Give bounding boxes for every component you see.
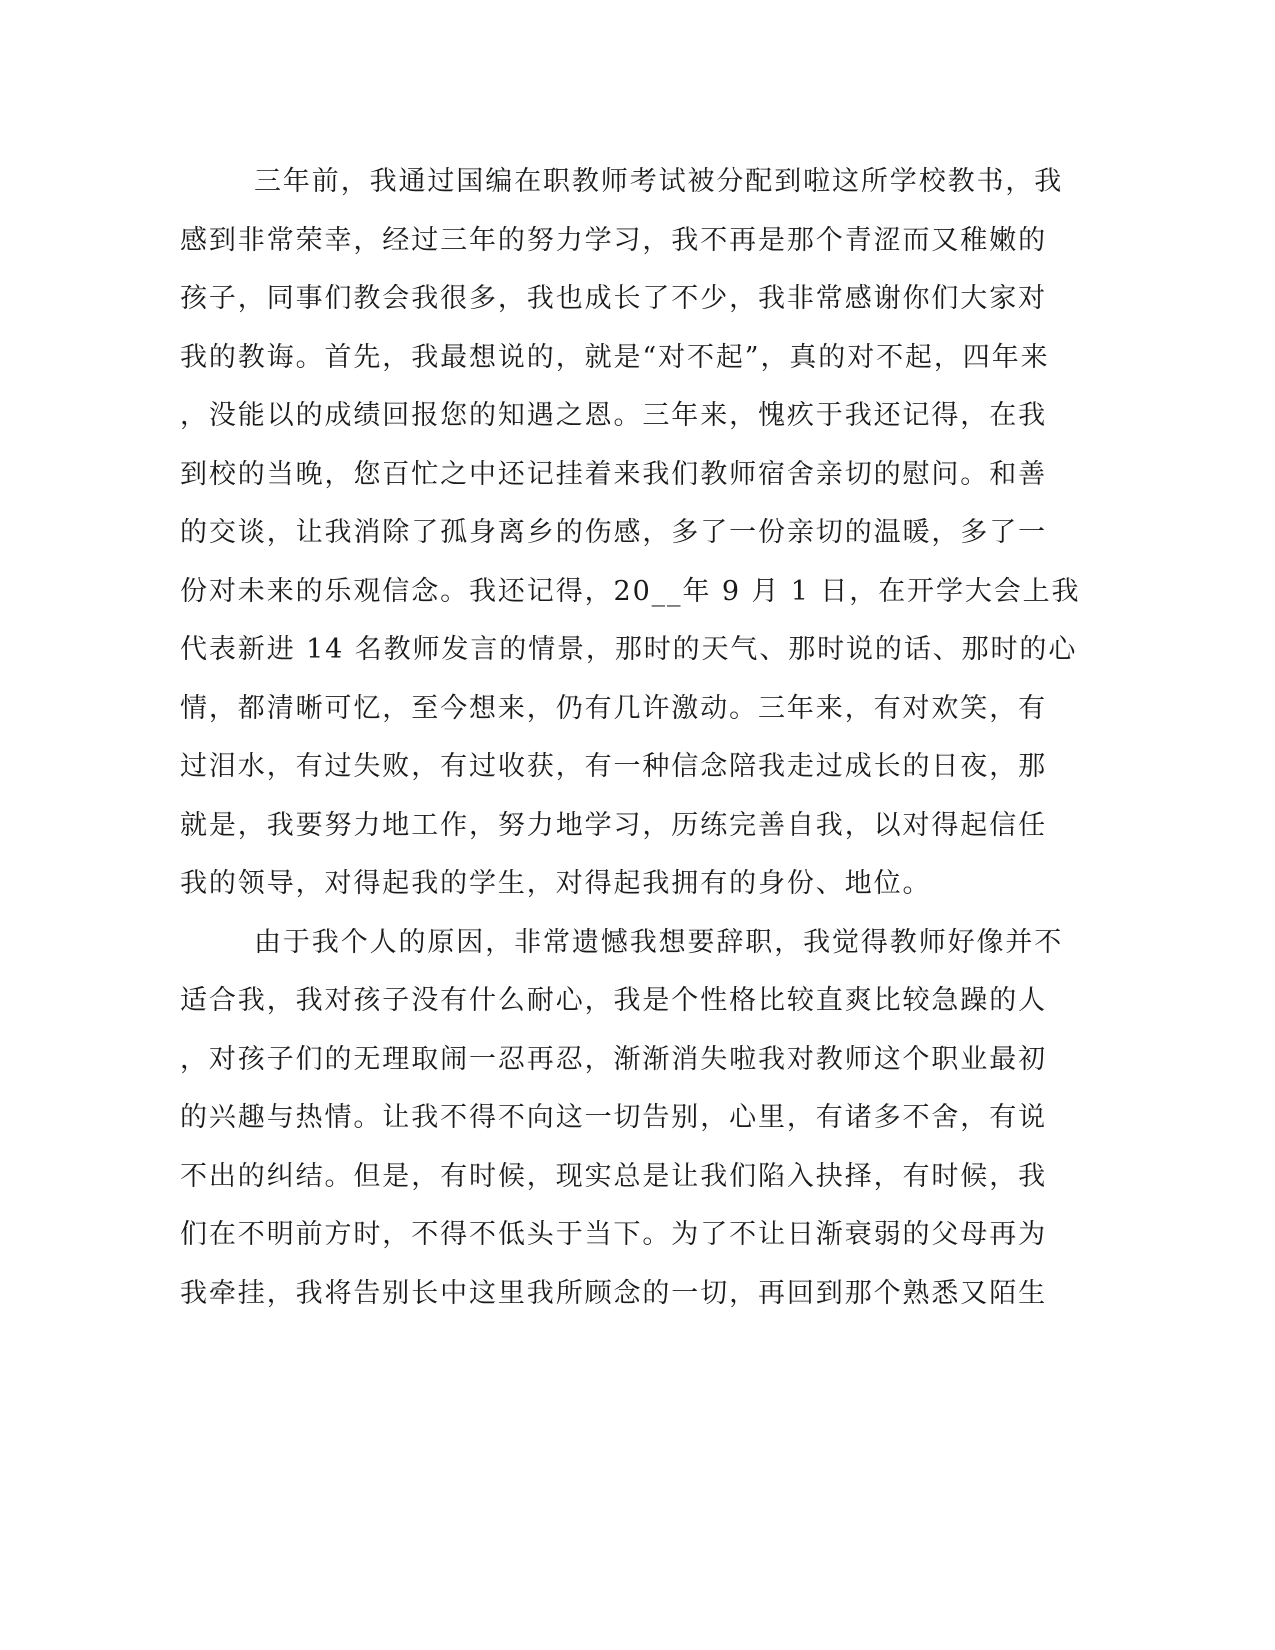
text-line: 的交谈，让我消除了孤身离乡的伤感，多了一份亲切的温暖，多了一 — [180, 517, 1047, 548]
text-line: 三年前，我通过国编在职教师考试被分配到啦这所学校教书，我 — [254, 166, 1064, 197]
paragraph-1 — [180, 153, 1081, 914]
text-line: 由于我个人的原因，非常遗憾我想要辞职，我觉得教师好像并不 — [254, 926, 1064, 958]
text-line: 我的领导，对得起我的学生，对得起我拥有的身份、地位。 — [180, 868, 932, 899]
text-line: 感到非常荣幸，经过三年的努力学习，我不再是那个青涩而又稚嫩的 — [180, 224, 1047, 256]
text-line: 情，都清晰可忆，至今想来，仍有几许激动。三年来，有对欢笑，有 — [180, 692, 1047, 724]
text-line: 到校的当晚，您百忙之中还记挂着来我们教师宿舍亲切的慰问。和善 — [180, 458, 1047, 490]
text-line: 我的教诲。首先，我最想说的，就是“对不起”，真的对不起，四年来 — [180, 341, 1050, 373]
text-line: 孩子，同事们教会我很多，我也成长了不少，我非常感谢你们大家对 — [180, 283, 1047, 314]
text-line: 份对未来的乐观信念。我还记得，20__年 9 月 1 日，在开学大会上我 — [180, 575, 1081, 607]
text-line: 的兴趣与热情。让我不得不向这一切告别，心里，有诸多不舍，有说 — [180, 1102, 1047, 1133]
letter-body — [180, 153, 1081, 1323]
text-line: 代表新进 14 名教师发言的情景，那时的天气、那时说的话、那时的心 — [180, 634, 1078, 665]
text-line: ，没能以的成绩回报您的知遇之恩。三年来，愧疚于我还记得，在我 — [180, 400, 1047, 431]
paragraph-2 — [180, 914, 1064, 1324]
text-line: 适合我，我对孩子没有什么耐心，我是个性格比较直爽比较急躁的人 — [180, 985, 1047, 1016]
text-line: 们在不明前方时，不得不低头于当下。为了不让日渐衰弱的父母再为 — [180, 1219, 1047, 1250]
text-line: 不出的纠结。但是，有时候，现实总是让我们陷入抉择，有时候，我 — [180, 1160, 1047, 1192]
text-line: 我牵挂，我将告别长中这里我所顾念的一切，再回到那个熟悉又陌生 — [180, 1277, 1047, 1309]
text-line: 过泪水，有过失败，有过收获，有一种信念陪我走过成长的日夜，那 — [180, 751, 1047, 782]
text-line: ，对孩子们的无理取闹一忍再忍，渐渐消失啦我对教师这个职业最初 — [180, 1043, 1047, 1075]
text-line: 就是，我要努力地工作，努力地学习，历练完善自我，以对得起信任 — [180, 809, 1047, 841]
